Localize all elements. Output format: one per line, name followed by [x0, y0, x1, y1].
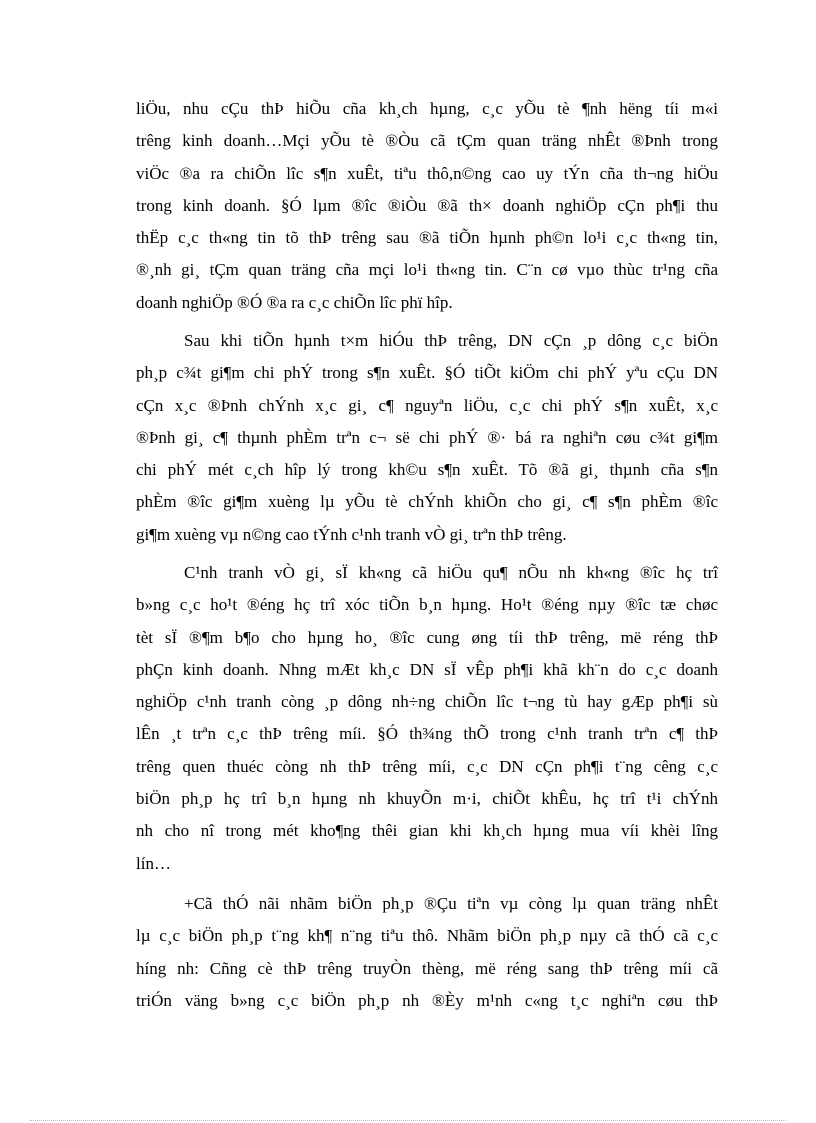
text-line: b»ng c¸c ho¹t ®éng hç trî xóc tiÕn b¸n hµng. Ho¹t ®éng nµy ®îc tæ chøc: [136, 595, 718, 615]
text-line: ®Þnh gi¸ c¶ thµnh phÈm trªn c¬ së chi phÝ ®· bá ra nghiªn cøu c¾t gi¶m: [136, 427, 718, 447]
paragraph-2: [136, 325, 718, 551]
text-line: lµ c¸c biÖn ph¸p t¨ng kh¶ n¨ng tiªu thô. Nhãm biÖn ph¸p nµy cã thÓ cã c¸c: [136, 926, 718, 946]
text-line: lÊn ¸t trªn c¸c thÞ trêng míi. §Ó th¾ng thÕ trong c¹nh tranh trªn c¶ thÞ: [136, 724, 718, 744]
text-line: ph¸p c¾t gi¶m chi phÝ trong s¶n xuÊt. §Ó tiÕt kiÖm chi phÝ yªu cÇu DN: [136, 363, 718, 383]
text-line: trêng quen thuéc còng nh thÞ trêng míi, c¸c DN cÇn ph¶i t¨ng cêng c¸c: [136, 756, 718, 776]
text-line: trong kinh doanh. §Ó lµm ®îc ®iÒu ®ã th× doanh nghiÖp cÇn ph¶i thu: [136, 195, 718, 215]
text-line: trêng kinh doanh…Mçi yÕu tè ®Òu cã tÇm quan träng nhÊt ®Þnh trong: [136, 131, 718, 151]
text-line: híng nh: Cñng cè thÞ trêng truyÒn thèng, më réng sang thÞ trêng míi cã: [136, 958, 718, 978]
text-line: phÇn kinh doanh. Nhng mÆt kh¸c DN sÏ vÊp ph¶i khã kh¨n do c¸c doanh: [136, 659, 718, 679]
text-line: tèt sÏ ®¶m b¶o cho hµng ho¸ ®îc cung øng tíi thÞ trêng, më réng thÞ: [136, 627, 718, 647]
text-line: nghiÖp c¹nh tranh còng ¸p dông nh÷ng chiÕn lîc t¬ng tù hay gÆp ph¶i sù: [136, 692, 718, 712]
text-line: ®¸nh gi¸ tÇm quan träng cña mçi lo¹i th«ng tin. C¨n cø vµo thùc tr¹ng cña: [136, 260, 718, 280]
text-line: phÈm ®îc gi¶m xuèng lµ yÕu tè chÝnh khiÕn cho gi¸ c¶ s¶n phÈm ®îc: [136, 492, 718, 512]
text-line: Sau khi tiÕn hµnh t×m hiÓu thÞ trêng, DN cÇn ¸p dông c¸c biÖn: [184, 331, 718, 350]
text-line: lín…: [136, 853, 171, 873]
text-line: +Cã thÓ nãi nhãm biÖn ph¸p ®Çu tiªn vµ còng lµ quan träng nhÊt: [184, 894, 718, 913]
text-line: biÖn ph¸p hç trî b¸n hµng nh khuyÕn m·i, chiÕt khÊu, hç trî t¹i chÝnh: [136, 789, 718, 809]
text-line: nh cho nî trong mét kho¶ng thêi gian khi kh¸ch hµng mua víi khèi lîng: [136, 821, 718, 841]
text-line: cÇn x¸c ®Þnh chÝnh x¸c gi¸ c¶ nguyªn liÖu, c¸c chi phÝ s¶n xuÊt, x¸c: [136, 395, 718, 415]
text-line: thËp c¸c th«ng tin tõ thÞ trêng sau ®ã tiÕn hµnh ph©n lo¹i c¸c th«ng tin,: [136, 228, 718, 248]
paragraph-3: [136, 557, 718, 880]
paragraph-4: [136, 888, 718, 1017]
paragraph-1: [136, 93, 718, 319]
text-line: chi phÝ mét c¸ch hîp lý trong kh©u s¶n xuÊt. Tõ ®ã gi¸ thµnh cña s¶n: [136, 460, 718, 480]
text-line: gi¶m xuèng vµ n©ng cao tÝnh c¹nh tranh vÒ gi¸ trªn thÞ trêng.: [136, 524, 567, 544]
text-line: doanh nghiÖp ®Ó ®a ra c¸c chiÕn lîc phï hîp.: [136, 292, 453, 312]
page-bottom-divider: [30, 1120, 786, 1121]
text-line: C¹nh tranh vÒ gi¸ sÏ kh«ng cã hiÖu qu¶ nÕu nh kh«ng ®îc hç trî: [184, 563, 718, 582]
text-line: liÖu, nhu cÇu thÞ hiÕu cña kh¸ch hµng, c¸c yÕu tè ¶nh hëng tíi m«i: [136, 99, 718, 118]
text-line: viÖc ®a ra chiÕn lîc s¶n xuÊt, tiªu thô,n©ng cao uy tÝn cña th¬ng hiÖu: [136, 163, 718, 183]
text-line: triÓn väng b»ng c¸c biÖn ph¸p nh ®Èy m¹nh c«ng t¸c nghiªn cøu thÞ: [136, 990, 718, 1010]
